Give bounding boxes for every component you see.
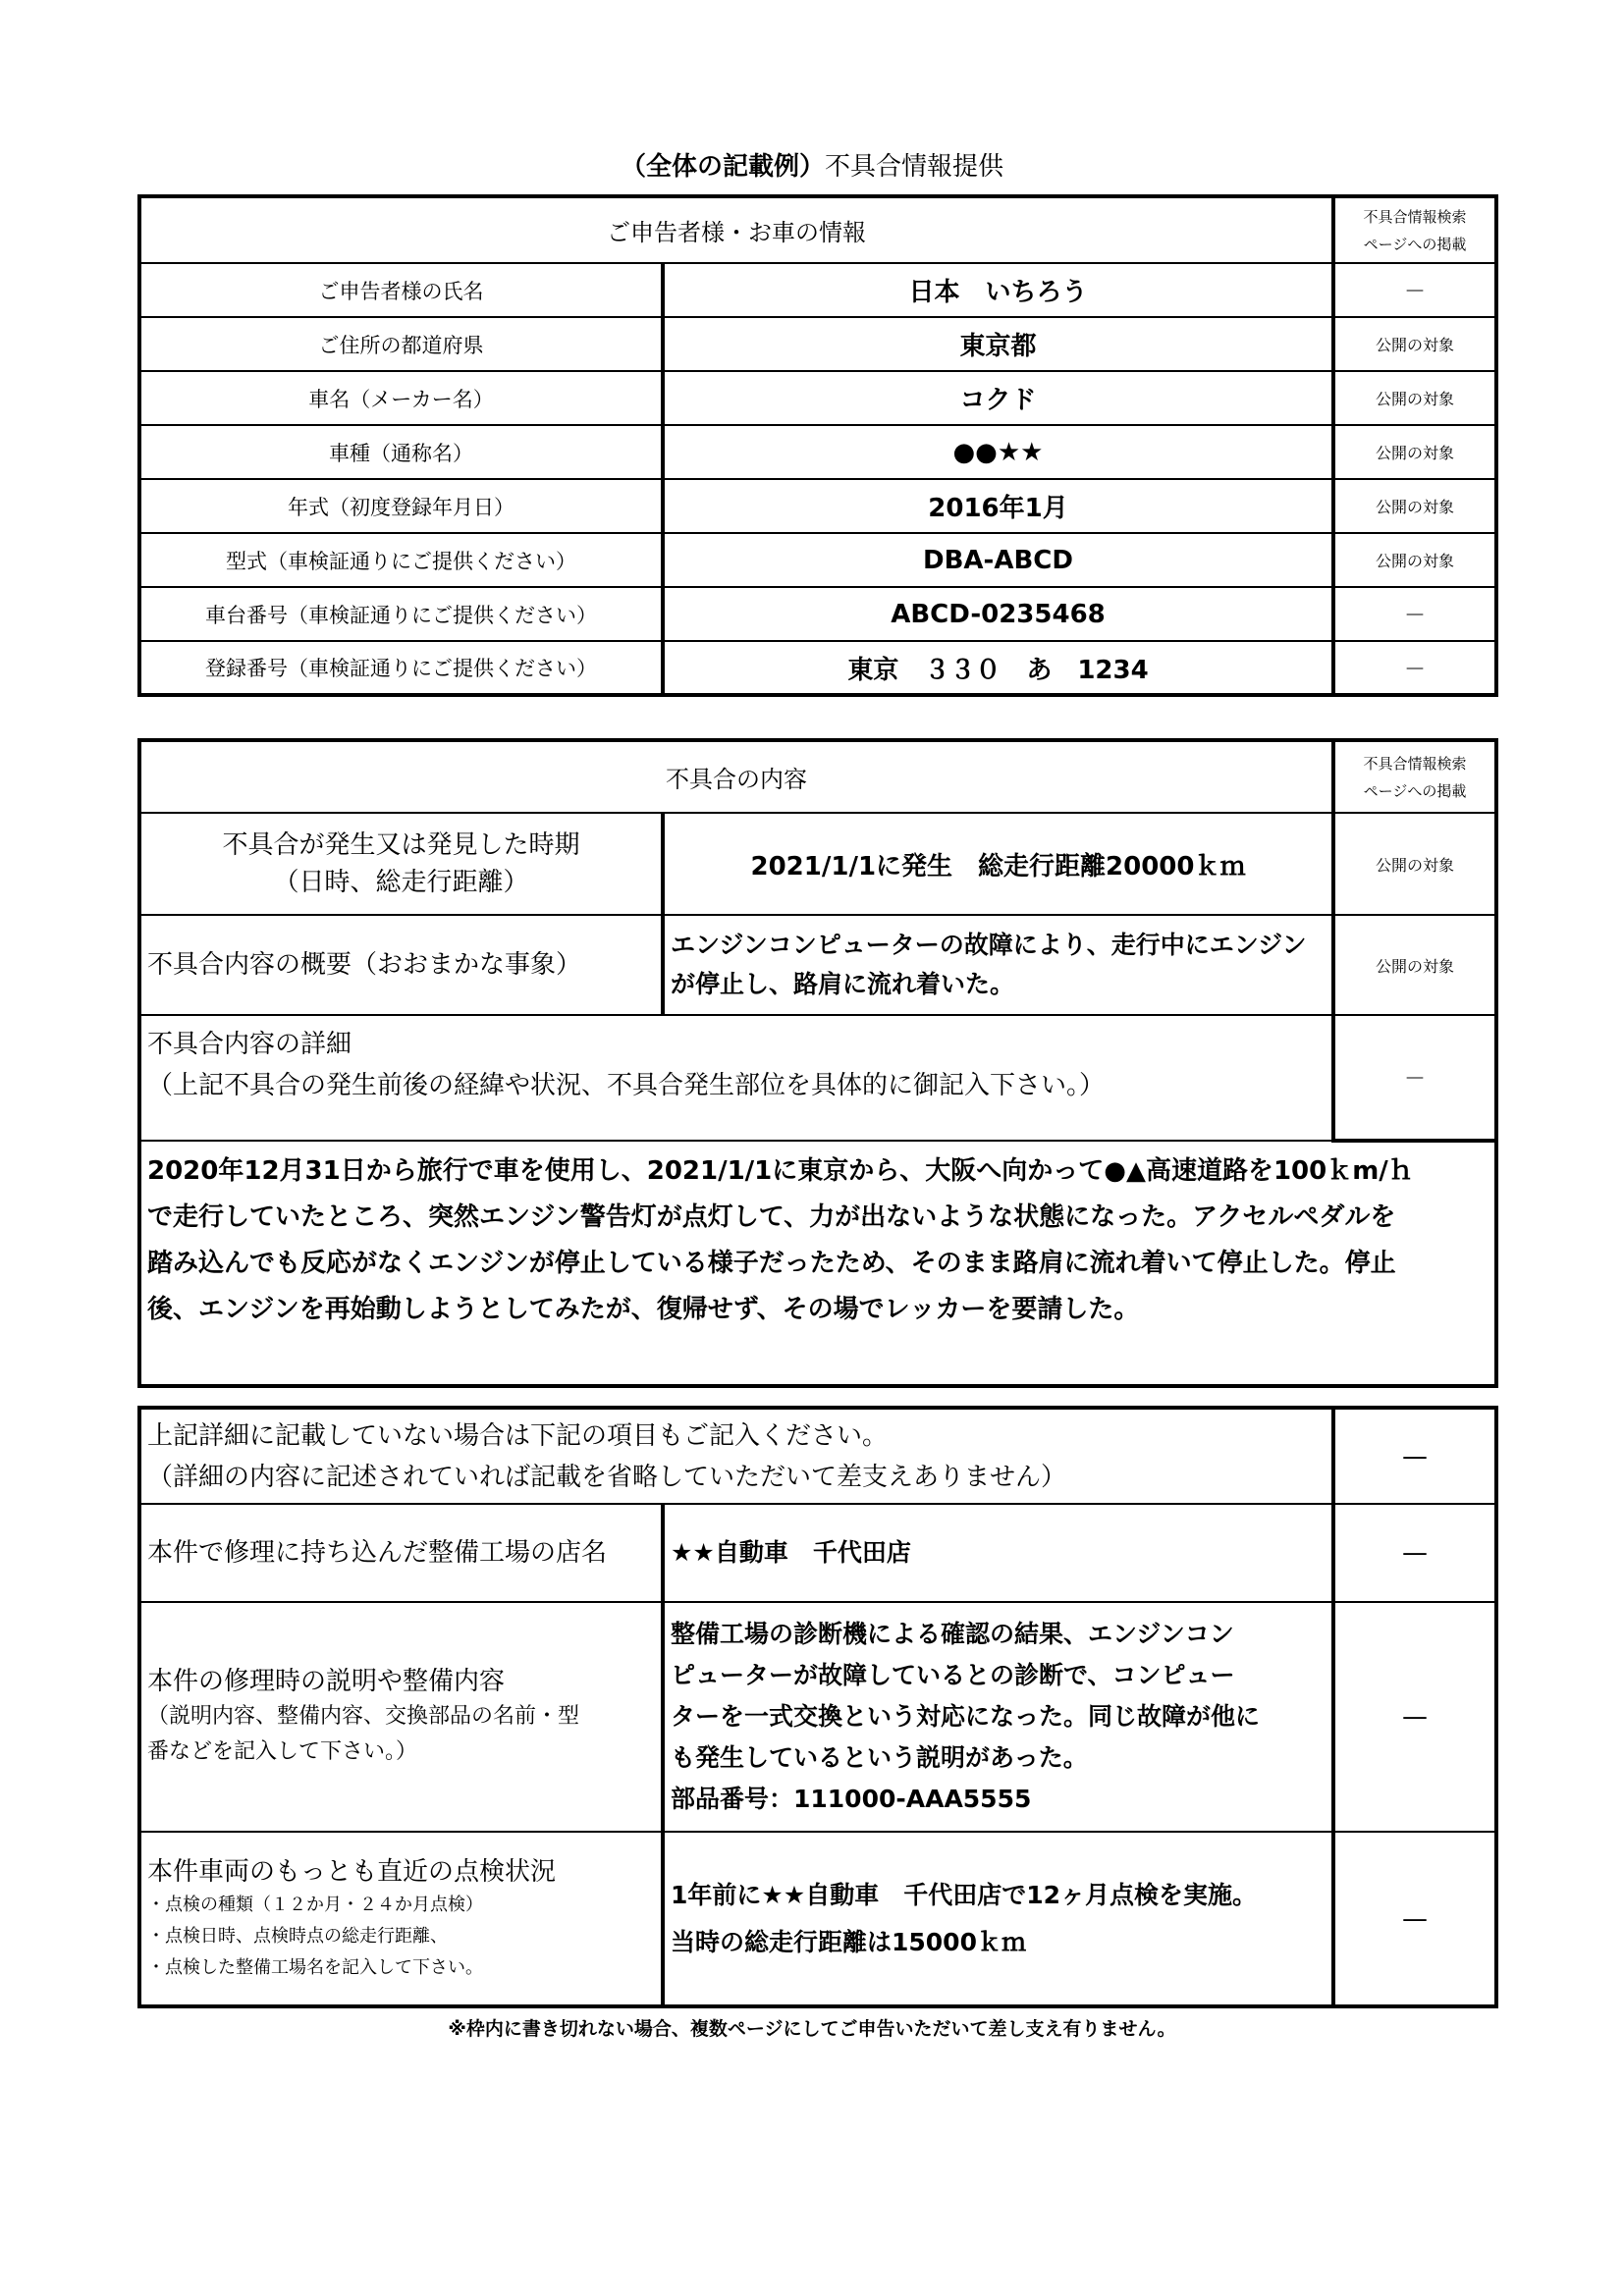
label-prefecture: ご住所の都道府県 [139,317,663,371]
row-prefecture [139,317,1496,371]
value-repair-line2: ピューターが故障しているとの診断で、コンピュー [671,1661,1235,1689]
page-title [0,149,1624,185]
defect-content-table [137,738,1498,1388]
publish-registration-number: － [1333,641,1496,695]
publish-type-code: 公開の対象 [1333,533,1496,587]
intro-line2: （詳細の内容に記述されていれば記載を省略していただいて差支えありません） [147,1462,1067,1492]
value-model-year: 2016年1月 [663,479,1333,533]
value-summary-line1: エンジンコンピューターの故障により、走行中にエンジン [671,931,1307,959]
row-summary [139,915,1496,1015]
detail-body-line3: 踏み込んでも反応がなくエンジンが停止している様子だったため、そのまま路肩に流れ着いて停止した。停止 [147,1249,1396,1278]
label-inspection-line1: 本件車両のもっとも直近の点検状況 [147,1856,557,1887]
label-applicant-name: ご申告者様の氏名 [139,263,663,317]
value-inspection-line2: 当時の総走行距離は15000ｋｍ [671,1927,1026,1956]
value-repair-line5: 部品番号：111000-AAA5555 [671,1785,1032,1813]
label-inspection-line4: ・点検した整備工場名を記入して下さい。 [147,1956,483,1978]
label-repair-line1: 本件の修理時の説明や整備内容 [147,1667,506,1696]
row-detail-body [139,1141,1496,1386]
row-car-model [139,425,1496,479]
section2-header: 不具合の内容 [139,740,1333,813]
value-summary [663,915,1333,1015]
label-repair [139,1602,663,1832]
label-occurrence-line2: （日時、総走行距離） [273,868,529,897]
row-occurrence [139,813,1496,915]
row-registration-number [139,641,1496,695]
label-inspection-line2: ・点検の種類（１２か月・２４か月点検） [147,1894,483,1915]
label-car-model: 車種（通称名） [139,425,663,479]
value-applicant-name: 日本 いちろう [663,263,1333,317]
publish-car-maker: 公開の対象 [1333,371,1496,425]
label-detail-line1: 不具合内容の詳細 [147,1030,352,1059]
label-detail [139,1015,1333,1141]
value-repair [663,1602,1333,1832]
label-shop: 本件で修理に持ち込んだ整備工場の店名 [139,1504,663,1602]
label-registration-number: 登録番号（車検証通りにご提供ください） [139,641,663,695]
section1-header-row [139,196,1496,263]
publish-summary: 公開の対象 [1333,915,1496,1015]
label-repair-line2: （説明内容、整備内容、交換部品の名前・型 [147,1704,580,1729]
section2-publish-header [1333,740,1496,813]
row-inspection [139,1832,1496,2006]
page-title-normal: 不具合情報提供 [825,152,1004,182]
detail-body-line4: 後、エンジンを再始動しようとしてみたが、復帰せず、その場でレッカーを要請した。 [147,1295,1140,1324]
label-inspection-line3: ・点検日時、点検時点の総走行距離、 [147,1925,448,1947]
detail-body-line2: で走行していたところ、突然エンジン警告灯が点灯して、力が出ないような状態になった。アクセルペダルを [147,1202,1396,1232]
footnote: ※枠内に書き切れない場合、複数ページにしてご申告いただいて差し支え有りません。 [448,2018,1176,2040]
label-inspection [139,1832,663,2006]
value-inspection [663,1832,1333,2006]
label-summary: 不具合内容の概要（おおまかな事象） [139,915,663,1015]
row-car-maker [139,371,1496,425]
row-applicant-name [139,263,1496,317]
row-shop [139,1504,1496,1602]
publish-chassis-number: － [1333,587,1496,641]
value-occurrence: 2021/1/1に発生 総走行距離20000ｋｍ [663,813,1333,915]
value-type-code: DBA-ABCD [663,533,1333,587]
section1-header: ご申告者様・お車の情報 [139,196,1333,263]
row-detail-label [139,1015,1496,1141]
publish-detail: － [1333,1015,1496,1141]
value-summary-line2: が停止し、路肩に流れ着いた。 [671,970,1015,998]
detail-body-line1: 2020年12月31日から旅行で車を使用し、2021/1/1に東京から、大阪へ向かって●▲高速道路を100ｋm/ｈ [147,1156,1414,1186]
row-intro [139,1408,1496,1504]
publish-header-line2: ページへの掲載 [1363,781,1467,800]
value-shop: ★★自動車 千代田店 [663,1504,1333,1602]
publish-shop: — [1333,1504,1496,1602]
value-car-maker: コクド [663,371,1333,425]
section3-intro [139,1408,1333,1504]
value-car-model: ●●★★ [663,425,1333,479]
intro-line1: 上記詳細に記載していない場合は下記の項目もご記入ください。 [147,1420,889,1451]
value-repair-line4: も発生しているという説明があった。 [671,1743,1088,1772]
value-chassis-number: ABCD-0235468 [663,587,1333,641]
label-type-code: 型式（車検証通りにご提供ください） [139,533,663,587]
supplementary-table [137,1406,1498,2008]
publish-header-line1: 不具合情報検索 [1363,754,1467,773]
page-title-bold: （全体の記載例） [620,152,825,182]
label-occurrence-line1: 不具合が発生又は発見した時期 [222,830,580,860]
publish-inspection: — [1333,1832,1496,2006]
publish-header-line1: 不具合情報検索 [1363,207,1467,226]
publish-prefecture: 公開の対象 [1333,317,1496,371]
label-chassis-number: 車台番号（車検証通りにご提供ください） [139,587,663,641]
section1-publish-header [1333,196,1496,263]
publish-car-model: 公開の対象 [1333,425,1496,479]
detail-body [139,1141,1496,1386]
publish-applicant-name: － [1333,263,1496,317]
value-prefecture: 東京都 [663,317,1333,371]
value-repair-line1: 整備工場の診断機による確認の結果、エンジンコン [671,1620,1234,1648]
label-repair-line3: 番などを記入して下さい。） [147,1739,418,1764]
value-inspection-line1: 1年前に★★自動車 千代田店で12ヶ月点検を実施。 [671,1880,1258,1909]
label-car-maker: 車名（メーカー名） [139,371,663,425]
value-registration-number: 東京 ３３０ あ 1234 [663,641,1333,695]
label-detail-line2: （上記不具合の発生前後の経緯や状況、不具合発生部位を具体的に御記入下さい。） [147,1071,1106,1100]
value-repair-line3: ターを一式交換という対応になった。同じ故障が他に [671,1702,1261,1731]
label-occurrence [139,813,663,915]
applicant-vehicle-table [137,194,1498,697]
publish-occurrence: 公開の対象 [1333,813,1496,915]
row-model-year [139,479,1496,533]
section2-header-row [139,740,1496,813]
row-repair [139,1602,1496,1832]
publish-intro: — [1333,1408,1496,1504]
publish-model-year: 公開の対象 [1333,479,1496,533]
publish-repair: — [1333,1602,1496,1832]
publish-header-line2: ページへの掲載 [1363,235,1467,253]
row-chassis-number [139,587,1496,641]
label-model-year: 年式（初度登録年月日） [139,479,663,533]
row-type-code [139,533,1496,587]
